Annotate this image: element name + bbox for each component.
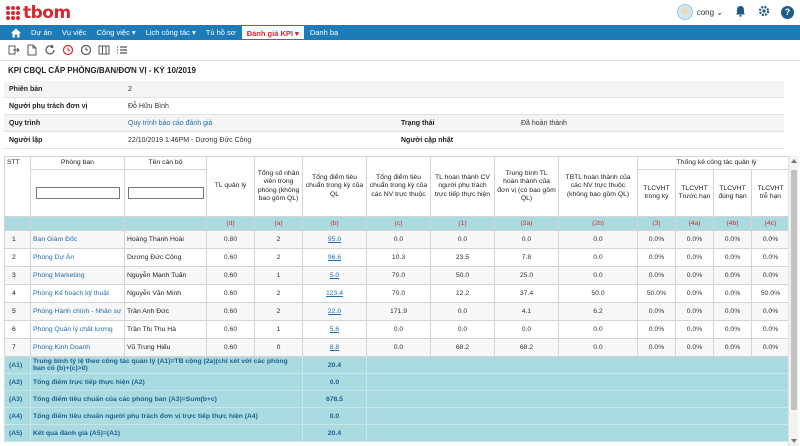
info-row-process <box>4 115 784 132</box>
status-label: Trạng thái <box>401 119 435 127</box>
code-row <box>5 217 796 231</box>
cell-tbtl: 0.0 <box>559 267 638 285</box>
cell-nv: 1 <box>255 321 303 339</box>
cell-c3: 0.0% <box>638 303 676 321</box>
summary-row <box>5 374 796 391</box>
chevron-down-icon: ▾ <box>292 29 299 38</box>
page-title: KPI CBQL CẤP PHÒNG/BAN/ĐƠN VỊ - KỲ 10/2019 <box>8 66 196 75</box>
code-cell: (4a) <box>676 217 714 231</box>
staff-filter-input[interactable] <box>128 187 204 199</box>
cell-tbtl: 0.0 <box>559 339 638 357</box>
settings-gear-icon[interactable] <box>757 5 771 19</box>
info-panel <box>4 81 784 149</box>
cell-diem_nv: 0.0 <box>367 231 431 249</box>
col-staff-name: Tên cán bộ <box>125 157 207 170</box>
scroll-up-icon[interactable] <box>791 159 797 163</box>
code-cell: (2a) <box>495 217 559 231</box>
cell-c4a: 0.0% <box>676 249 714 267</box>
code-cell: (d) <box>207 217 255 231</box>
home-icon[interactable] <box>10 27 22 39</box>
cell-tl_cv: 0.0 <box>431 231 495 249</box>
cell-c4b: 0.0% <box>714 339 752 357</box>
col-direct-completion: TL hoàn thành CV người phụ trách trực tiếp thực hiện <box>431 157 495 217</box>
user-area <box>677 4 794 20</box>
summary-value: 0.0 <box>303 374 367 391</box>
cell-tl: 0.60 <box>207 249 255 267</box>
table-row[interactable] <box>5 303 796 321</box>
nav-item-label: Vụ việc <box>61 28 87 37</box>
cell-diem_ql[interactable]: 95.0 <box>303 231 367 249</box>
cell-c4c: 0.0% <box>752 249 790 267</box>
summary-label: Tổng điểm trực tiếp thực hiện (A2) <box>31 374 303 391</box>
staff-name: Hoàng Thanh Hoài <box>125 231 207 249</box>
summary-label: Tổng điểm tiêu chuẩn của các phòng ban (A3)=Sum(b+c) <box>31 391 303 408</box>
cell-nv: 0 <box>255 339 303 357</box>
staff-filter-cell <box>125 170 207 217</box>
top-header <box>0 0 800 25</box>
cell-c3: 0.0% <box>638 339 676 357</box>
summary-filler <box>367 374 796 391</box>
nav-item-label: Tủ hồ sơ <box>205 28 236 37</box>
staff-name: Trần Anh Đức <box>125 303 207 321</box>
main-nav <box>0 25 800 40</box>
staff-name: Dương Đức Công <box>125 249 207 267</box>
toolbar <box>8 43 128 57</box>
row-stt: 6 <box>5 321 31 339</box>
col-manager-score: Tổng điểm tiêu chuẩn trong kỳ của QL <box>303 157 367 217</box>
process-link[interactable]: Quy trình báo cáo đánh giá <box>128 119 213 127</box>
summary-value: 678.5 <box>303 391 367 408</box>
cell-tl: 0.60 <box>207 321 255 339</box>
staff-name: Trần Thị Thu Hà <box>125 321 207 339</box>
cell-diem_ql[interactable]: 5.0 <box>303 267 367 285</box>
cell-diem_ql[interactable]: 5.6 <box>303 321 367 339</box>
scroll-down-icon[interactable] <box>791 439 797 443</box>
department-filter-input[interactable] <box>36 187 120 199</box>
department-link[interactable]: Phòng Quản lý chất lượng <box>31 321 125 339</box>
cell-c4a: 0.0% <box>676 303 714 321</box>
clock-icon[interactable] <box>80 44 92 56</box>
cell-tbtl: 6.2 <box>559 303 638 321</box>
cell-c4a: 0.0% <box>676 231 714 249</box>
chevron-down-icon: ▾ <box>189 28 196 37</box>
creator-value: 22/10/2019 1:46PM - Dương Đức Công <box>128 136 252 144</box>
col-staff-avg-completion: TBTL hoàn thành của các NV trực thuộc (không bao gồm QL) <box>559 157 638 217</box>
version-label: Phiên bản <box>9 85 43 93</box>
cell-c3: 0.0% <box>638 267 676 285</box>
version-value: 2 <box>128 85 132 93</box>
staff-name: Nguyễn Văn Minh <box>125 285 207 303</box>
chevron-down-icon: ▾ <box>129 28 136 37</box>
nav-item-2[interactable] <box>91 25 140 40</box>
nav-item-4[interactable] <box>201 25 241 40</box>
cell-diem_ql[interactable]: 8.8 <box>303 339 367 357</box>
nav-item-3[interactable] <box>141 25 201 40</box>
summary-filler <box>367 391 796 408</box>
cell-tl_cv: 12.2 <box>431 285 495 303</box>
cell-tl: 0.60 <box>207 339 255 357</box>
toolbar-divider <box>0 60 800 61</box>
cell-tb: 37.4 <box>495 285 559 303</box>
cell-tl_cv: 0.0 <box>431 303 495 321</box>
cell-c3: 0.0% <box>638 231 676 249</box>
code-cell: (c) <box>367 217 431 231</box>
summary-label: Trung bình tỷ lệ theo công tác quản lý (A1)=TB cộng (2a)(chỉ xét với các phòng ban có (b)+(c)>0) <box>31 357 303 374</box>
summary-filler <box>367 408 796 425</box>
col-staff-score: Tổng điểm tiêu chuẩn trong kỳ của các NV trực thuộc <box>367 157 431 217</box>
process-label: Quy trình <box>9 119 41 127</box>
col-tlcvht-late: TLCVHT trễ hạn <box>752 170 790 217</box>
staff-name: Vũ Trung Hiếu <box>125 339 207 357</box>
cell-diem_nv: 70.0 <box>367 267 431 285</box>
nav-item-label: Danh bạ <box>309 28 339 37</box>
summary-row <box>5 391 796 408</box>
col-tlcvht-in-period: TLCVHT trong kỳ <box>638 170 676 217</box>
cell-c4c: 0.0% <box>752 267 790 285</box>
notification-bell-icon[interactable] <box>733 5 747 19</box>
summary-code: (A4) <box>5 408 31 425</box>
summary-row <box>5 425 796 442</box>
summary-filler <box>367 357 796 374</box>
cell-tbtl: 0.0 <box>559 231 638 249</box>
avatar[interactable] <box>677 4 693 20</box>
manager-value: Đỗ Hữu Bình <box>128 102 169 110</box>
add-document-icon[interactable] <box>26 44 38 56</box>
kpi-table-container[interactable] <box>4 156 784 446</box>
cell-tl: 0.60 <box>207 267 255 285</box>
cell-nv: 1 <box>255 267 303 285</box>
cell-c3: 50.0% <box>638 285 676 303</box>
department-link[interactable]: Phòng Dự Án <box>31 249 125 267</box>
col-stt: STT <box>5 157 31 217</box>
department-filter-cell <box>31 170 125 217</box>
department-link[interactable]: Phòng Kinh Doanh <box>31 339 125 357</box>
cell-c4c: 50.0% <box>752 285 790 303</box>
cell-tb: 25.0 <box>495 267 559 285</box>
department-link[interactable]: Phòng Hành chính - Nhân sự <box>31 303 125 321</box>
summary-code: (A2) <box>5 374 31 391</box>
table-row[interactable] <box>5 267 796 285</box>
col-tlcvht-ontime: TLCVHT đúng hạn <box>714 170 752 217</box>
cell-c4a: 0.0% <box>676 339 714 357</box>
summary-code: (A3) <box>5 391 31 408</box>
code-cell: (3) <box>638 217 676 231</box>
table-row[interactable] <box>5 249 796 267</box>
cell-tl: 0.60 <box>207 285 255 303</box>
cell-tl: 0.80 <box>207 231 255 249</box>
col-department: Phòng ban <box>31 157 125 170</box>
export-icon[interactable] <box>8 44 20 56</box>
cell-c4c: 0.0% <box>752 231 790 249</box>
cell-diem_nv: 10.3 <box>367 249 431 267</box>
table-row[interactable] <box>5 321 796 339</box>
col-tlcvht-early: TLCVHT Trước hạn <box>676 170 714 217</box>
cell-tb: 7.8 <box>495 249 559 267</box>
kpi-table <box>4 156 796 442</box>
cell-tbtl: 50.0 <box>559 285 638 303</box>
row-stt: 3 <box>5 267 31 285</box>
refresh-icon[interactable] <box>44 44 56 56</box>
info-row-manager <box>4 98 784 115</box>
cell-tbtl: 0.0 <box>559 249 638 267</box>
code-cell: (1) <box>431 217 495 231</box>
cell-nv: 2 <box>255 249 303 267</box>
history-icon[interactable] <box>62 44 74 56</box>
cell-tl: 0.60 <box>207 303 255 321</box>
cell-c3: 0.0% <box>638 321 676 339</box>
cell-c4b: 0.0% <box>714 267 752 285</box>
col-management-ratio: TL quản lý <box>207 157 255 217</box>
cell-c4b: 0.0% <box>714 231 752 249</box>
summary-filler <box>367 425 796 442</box>
department-link[interactable]: Ban Giám Đốc <box>31 231 125 249</box>
username[interactable]: cong ⌄ <box>696 7 723 17</box>
summary-value: 0.0 <box>303 408 367 425</box>
logo-text: tbom <box>23 3 71 23</box>
summary-code: (A1) <box>5 357 31 374</box>
table-row[interactable] <box>5 231 796 249</box>
department-link[interactable]: Phòng Marketing <box>31 267 125 285</box>
cell-tb: 68.2 <box>495 339 559 357</box>
cell-diem_nv: 0.0 <box>367 339 431 357</box>
nav-item-label: Công việc <box>96 28 130 37</box>
nav-item-label: Dự án <box>31 28 52 37</box>
code-cell: (b) <box>303 217 367 231</box>
col-staff-count: Tổng số nhân viên trong phòng (không bao gồm QL) <box>255 157 303 217</box>
cell-c4a: 0.0% <box>676 267 714 285</box>
cell-c3: 0.0% <box>638 249 676 267</box>
cell-tl_cv: 0.0 <box>431 321 495 339</box>
scroll-thumb[interactable] <box>791 170 797 410</box>
summary-value: 20.4 <box>303 357 367 374</box>
cell-diem_ql[interactable]: 96.6 <box>303 249 367 267</box>
code-cell: (4b) <box>714 217 752 231</box>
cell-diem_ql[interactable]: 123.4 <box>303 285 367 303</box>
app-logo[interactable] <box>6 3 71 23</box>
updater-label: Người cập nhật <box>401 136 454 144</box>
nav-item-5[interactable] <box>241 25 305 40</box>
cell-tl_cv: 50.0 <box>431 267 495 285</box>
creator-label: Người lập <box>9 136 43 144</box>
department-link[interactable]: Phòng Kế hoạch kỹ thuật <box>31 285 125 303</box>
cell-tb: 0.0 <box>495 321 559 339</box>
cell-nv: 2 <box>255 303 303 321</box>
summary-label: Tổng điểm tiêu chuẩn người phụ trách đơn vị trực tiếp thực hiện (A4) <box>31 408 303 425</box>
cell-tl_cv: 23.5 <box>431 249 495 267</box>
logo-dots-icon <box>6 6 20 20</box>
nav-item-1[interactable] <box>57 25 92 40</box>
cell-c4a: 0.0% <box>676 321 714 339</box>
cell-c4c: 0.0% <box>752 339 790 357</box>
cell-diem_nv: 70.0 <box>367 285 431 303</box>
table-row[interactable] <box>5 339 796 357</box>
nav-item-label: Đánh giá KPI <box>246 29 293 38</box>
list-icon[interactable] <box>116 44 128 56</box>
cell-c4c: 0.0% <box>752 321 790 339</box>
row-stt: 5 <box>5 303 31 321</box>
nav-item-6[interactable] <box>305 25 343 40</box>
summary-value: 20.4 <box>303 425 367 442</box>
nav-item-0[interactable] <box>26 25 57 40</box>
row-stt: 1 <box>5 231 31 249</box>
summary-row <box>5 408 796 425</box>
cell-tbtl: 0.0 <box>559 321 638 339</box>
cell-c4c: 0.0% <box>752 303 790 321</box>
staff-name: Nguyễn Mạnh Tuấn <box>125 267 207 285</box>
columns-icon[interactable] <box>98 44 110 56</box>
code-cell: (2b) <box>559 217 638 231</box>
row-stt: 2 <box>5 249 31 267</box>
cell-diem_nv: 171.9 <box>367 303 431 321</box>
cell-c4a: 0.0% <box>676 285 714 303</box>
row-stt: 4 <box>5 285 31 303</box>
col-unit-avg-completion: Trung bình TL hoàn thành của đơn vị (có bao gồm QL) <box>495 157 559 217</box>
cell-tb: 4.1 <box>495 303 559 321</box>
cell-diem_nv: 0.0 <box>367 321 431 339</box>
code-cell: (4c) <box>752 217 790 231</box>
row-stt: 7 <box>5 339 31 357</box>
status-value: Đã hoàn thành <box>521 119 567 127</box>
nav-item-label: Lịch công tác <box>145 28 190 37</box>
cell-c4b: 0.0% <box>714 321 752 339</box>
table-row[interactable] <box>5 285 796 303</box>
manager-label: Người phụ trách đơn vị <box>9 102 88 110</box>
cell-nv: 2 <box>255 285 303 303</box>
cell-tl_cv: 68.2 <box>431 339 495 357</box>
cell-tb: 0.0 <box>495 231 559 249</box>
summary-code: (A5) <box>5 425 31 442</box>
cell-c4b: 0.0% <box>714 249 752 267</box>
summary-label: Kết quả đánh giá (A5)=(A1) <box>31 425 303 442</box>
help-icon[interactable]: ? <box>781 6 794 19</box>
code-cell: (a) <box>255 217 303 231</box>
cell-diem_ql[interactable]: 22.0 <box>303 303 367 321</box>
cell-c4b: 0.0% <box>714 285 752 303</box>
summary-row <box>5 357 796 374</box>
cell-nv: 2 <box>255 231 303 249</box>
col-group-management-stats: Thống kê công tác quản lý <box>638 157 796 170</box>
cell-c4b: 0.0% <box>714 303 752 321</box>
info-row-version <box>4 81 784 98</box>
info-row-creator <box>4 132 784 149</box>
vertical-scrollbar[interactable] <box>788 156 798 446</box>
